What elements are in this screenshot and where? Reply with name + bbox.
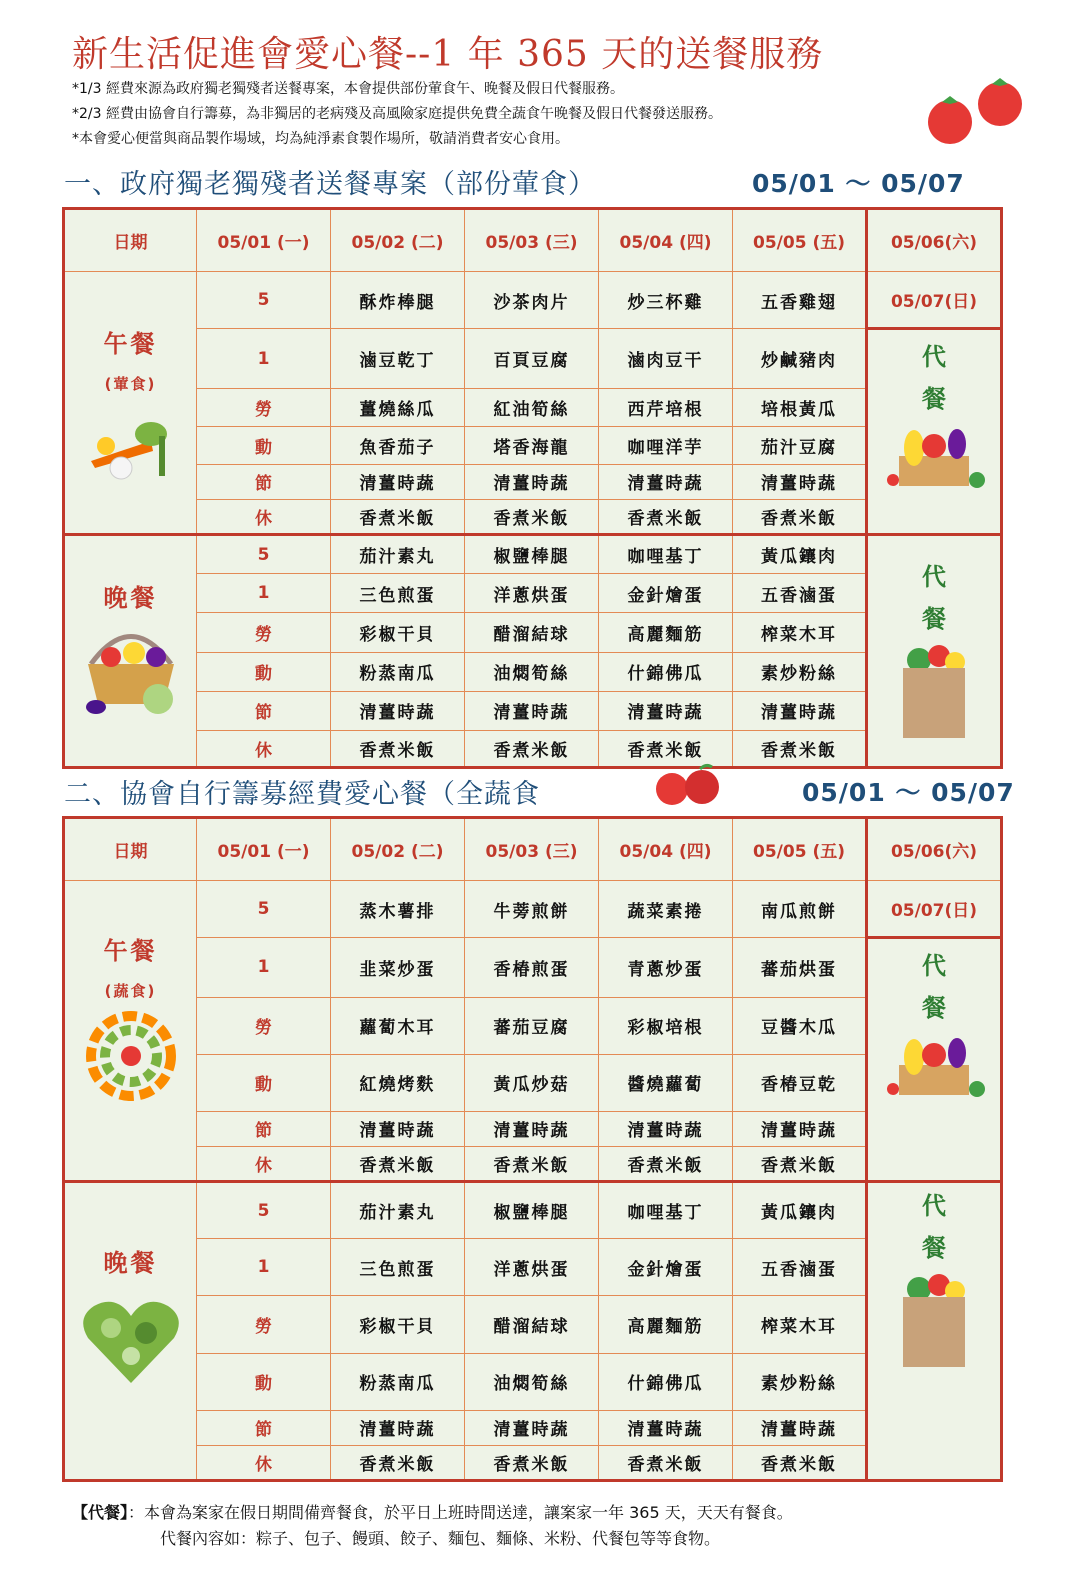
dish: 蕃茄豆腐 [465,997,599,1054]
note-2: *2/3 經費由協會自行籌募，為非獨居的老病殘及高風險家庭提供免費全蔬食午晚餐及假日代餐發送服務。 [72,106,722,122]
dish: 南瓜煎餅 [733,881,867,938]
section-1-title: 一、政府獨老獨殘者送餐專案（部份葷食） [64,169,596,200]
row-day-label: 休 [197,1445,331,1480]
lunch-label: 午餐 [103,330,158,359]
dish: 三色煎蛋 [331,574,465,613]
dish: 滷豆乾丁 [331,329,465,388]
lunch-label-cell [64,272,197,535]
dish: 彩椒干貝 [331,613,465,652]
grocery-bag-icon [889,1269,979,1369]
grocery-bag-icon [889,640,979,740]
dish: 香煮米飯 [733,1146,867,1181]
substitute-cell [867,535,1002,768]
dish: 金針燴蛋 [599,574,733,613]
vegetables-icon [81,406,181,486]
dish: 炒鹹豬肉 [733,329,867,388]
footer-line-2: 代餐內容如：粽子、包子、饅頭、餃子、麵包、麵條、米粉、代餐包等等食物。 [160,1529,721,1548]
dish: 清薑時蔬 [733,464,867,499]
header-day: 05/02 (二) [331,818,465,881]
row-day-label: 5 [197,881,331,938]
dish: 香煮米飯 [331,730,465,767]
substitute-cell [867,1182,1002,1481]
dish: 香煮米飯 [331,500,465,535]
dish: 清薑時蔬 [331,691,465,730]
row-day-label: 休 [197,730,331,767]
dish: 韭菜炒蛋 [331,938,465,997]
dish: 香煮米飯 [599,1445,733,1480]
dish: 滷肉豆干 [599,329,733,388]
dish: 清薑時蔬 [465,691,599,730]
header-day: 05/01 (一) [197,818,331,881]
substitute-cell [867,938,1002,1182]
sunday-header: 05/07(日) [867,881,1002,938]
row-day-label: 1 [197,1239,331,1296]
note-1: *1/3 經費來源為政府獨老獨殘者送餐專案，本會提供部份葷食午、晚餐及假日代餐服務。 [72,81,624,97]
row-day-label: 動 [197,652,331,691]
dish: 清薑時蔬 [599,464,733,499]
header-date: 日期 [64,209,197,272]
row-day-label: 節 [197,464,331,499]
dish: 高麗麵筋 [599,1296,733,1353]
header-day: 05/01 (一) [197,209,331,272]
substitute-label: 代餐 [922,1192,946,1263]
lunch-label: 午餐 [103,937,158,966]
dish: 香煮米飯 [465,500,599,535]
dish: 清薑時蔬 [733,691,867,730]
substitute-label: 代餐 [922,952,946,1023]
dish: 榨菜木耳 [733,1296,867,1353]
row-day-label: 節 [197,691,331,730]
dish: 香煮米飯 [733,730,867,767]
dish: 高麗麵筋 [599,613,733,652]
dish: 香椿煎蛋 [465,938,599,997]
header-day: 05/03 (三) [465,209,599,272]
dish: 素炒粉絲 [733,652,867,691]
row-day-label: 勞 [197,388,331,426]
footer [72,1500,793,1552]
dish: 清薑時蔬 [465,464,599,499]
row-day-label: 5 [197,1182,331,1239]
row-day-label: 勞 [197,997,331,1054]
dish: 清薑時蔬 [599,691,733,730]
dish: 咖哩基丁 [599,535,733,574]
dish: 酥炸棒腿 [331,272,465,329]
dish: 蕃茄烘蛋 [733,938,867,997]
dish: 醋溜結球 [465,613,599,652]
row-day-label: 動 [197,1353,331,1410]
dish: 蒸木薯排 [331,881,465,938]
row-day-label: 節 [197,1410,331,1445]
dish: 薑燒絲瓜 [331,388,465,426]
page-title: 新生活促進會愛心餐--1 年 365 天的送餐服務 [72,34,824,75]
section-1-range: 05/01 ～ 05/07 [752,169,965,198]
substitute-label: 代餐 [922,343,946,414]
sunday-header: 05/07(日) [867,272,1002,329]
dish: 洋蔥烘蛋 [465,574,599,613]
header-day: 05/05 (五) [733,818,867,881]
header-day: 05/05 (五) [733,209,867,272]
dish: 茄汁素丸 [331,1182,465,1239]
footer-line-1: ：本會為案家在假日期間備齊餐食，於平日上班時間送達，讓案家一年 365 天，天天有餐食。 [128,1503,793,1522]
dish: 洋蔥烘蛋 [465,1239,599,1296]
dish: 五香滷蛋 [733,1239,867,1296]
dish: 牛蒡煎餅 [465,881,599,938]
header-saturday: 05/06(六) [867,818,1002,881]
row-day-label: 1 [197,329,331,388]
row-day-label: 動 [197,1054,331,1111]
dinner-label: 晚餐 [103,584,158,613]
header-date: 日期 [64,818,197,881]
dish: 紅燒烤麩 [331,1054,465,1111]
tomato-icon [922,78,1032,148]
dish: 五香雞翅 [733,272,867,329]
dish: 什錦佛瓜 [599,652,733,691]
section-2-range: 05/01 ～ 05/07 [802,778,1015,807]
row-day-label: 勞 [197,1296,331,1353]
substitute-label: 代餐 [922,563,946,634]
dish: 粉蒸南瓜 [331,1353,465,1410]
dinner-label-cell [64,1182,197,1481]
row-day-label: 節 [197,1111,331,1146]
dish: 香煮米飯 [599,1146,733,1181]
dish: 醬燒蘿蔔 [599,1054,733,1111]
lunch-label-cell [64,881,197,1182]
dish: 椒鹽棒腿 [465,535,599,574]
menu-table-2 [62,816,1003,1482]
dish: 榨菜木耳 [733,613,867,652]
dish: 粉蒸南瓜 [331,652,465,691]
fruit-crate-icon [879,420,989,492]
vegetable-circle-icon [76,1011,186,1101]
dish: 茄汁豆腐 [733,426,867,464]
dinner-label: 晚餐 [103,1249,158,1278]
dish: 三色煎蛋 [331,1239,465,1296]
row-day-label: 勞 [197,613,331,652]
dish: 香煮米飯 [465,1146,599,1181]
dish: 茄汁素丸 [331,535,465,574]
dish: 蘿蔔木耳 [331,997,465,1054]
lunch-sub: (葷食) [104,375,157,394]
row-day-label: 5 [197,535,331,574]
header-day: 05/04 (四) [599,818,733,881]
dish: 油燜筍絲 [465,652,599,691]
section-2-title: 二、協會自行籌募經費愛心餐（全蔬食 [64,779,540,810]
dish: 素炒粉絲 [733,1353,867,1410]
dish: 清薑時蔬 [331,1111,465,1146]
dish: 清薑時蔬 [465,1410,599,1445]
dish: 百頁豆腐 [465,329,599,388]
dish: 彩椒干貝 [331,1296,465,1353]
dish: 醋溜結球 [465,1296,599,1353]
menu-table-1 [62,207,1003,769]
dish: 培根黃瓜 [733,388,867,426]
dish: 香煮米飯 [599,730,733,767]
dinner-label-cell [64,535,197,768]
dish: 香煮米飯 [599,500,733,535]
substitute-cell [867,329,1002,535]
fruit-basket-icon [76,619,186,719]
dish: 清薑時蔬 [599,1410,733,1445]
dish: 油燜筍絲 [465,1353,599,1410]
row-day-label: 5 [197,272,331,329]
row-day-label: 1 [197,574,331,613]
dish: 香煮米飯 [733,1445,867,1480]
dish: 咖哩基丁 [599,1182,733,1239]
row-day-label: 休 [197,1146,331,1181]
dish: 魚香茄子 [331,426,465,464]
row-day-label: 1 [197,938,331,997]
dish: 香椿豆乾 [733,1054,867,1111]
dish: 清薑時蔬 [331,1410,465,1445]
lunch-sub: (蔬食) [104,982,157,1001]
dish: 沙茶肉片 [465,272,599,329]
note-3: *本會愛心便當與商品製作場域，均為純淨素食製作場所，敬請消費者安心食用。 [72,131,569,147]
dish: 黃瓜炒菇 [465,1054,599,1111]
vegetable-heart-icon [76,1288,186,1388]
row-day-label: 休 [197,500,331,535]
dish: 豆醬木瓜 [733,997,867,1054]
dish: 香煮米飯 [465,730,599,767]
dish: 青蔥炒蛋 [599,938,733,997]
dish: 清薑時蔬 [331,464,465,499]
dish: 清薑時蔬 [733,1410,867,1445]
apple-icon [652,763,724,807]
dish: 五香滷蛋 [733,574,867,613]
dish: 椒鹽棒腿 [465,1182,599,1239]
dish: 西芹培根 [599,388,733,426]
fruit-crate-icon [879,1029,989,1101]
dish: 炒三杯雞 [599,272,733,329]
dish: 金針燴蛋 [599,1239,733,1296]
dish: 清薑時蔬 [733,1111,867,1146]
dish: 塔香海龍 [465,426,599,464]
dish: 彩椒培根 [599,997,733,1054]
dish: 清薑時蔬 [599,1111,733,1146]
row-day-label: 動 [197,426,331,464]
header-day: 05/04 (四) [599,209,733,272]
header-day: 05/03 (三) [465,818,599,881]
dish: 香煮米飯 [331,1146,465,1181]
dish: 什錦佛瓜 [599,1353,733,1410]
dish: 蔬菜素捲 [599,881,733,938]
dish: 紅油筍絲 [465,388,599,426]
header-day: 05/02 (二) [331,209,465,272]
dish: 咖哩洋芋 [599,426,733,464]
dish: 香煮米飯 [331,1445,465,1480]
dish: 黃瓜鑲肉 [733,1182,867,1239]
dish: 香煮米飯 [733,500,867,535]
footer-label: 【代餐】 [72,1503,129,1522]
header-saturday: 05/06(六) [867,209,1002,272]
dish: 黃瓜鑲肉 [733,535,867,574]
dish: 清薑時蔬 [465,1111,599,1146]
dish: 香煮米飯 [465,1445,599,1480]
